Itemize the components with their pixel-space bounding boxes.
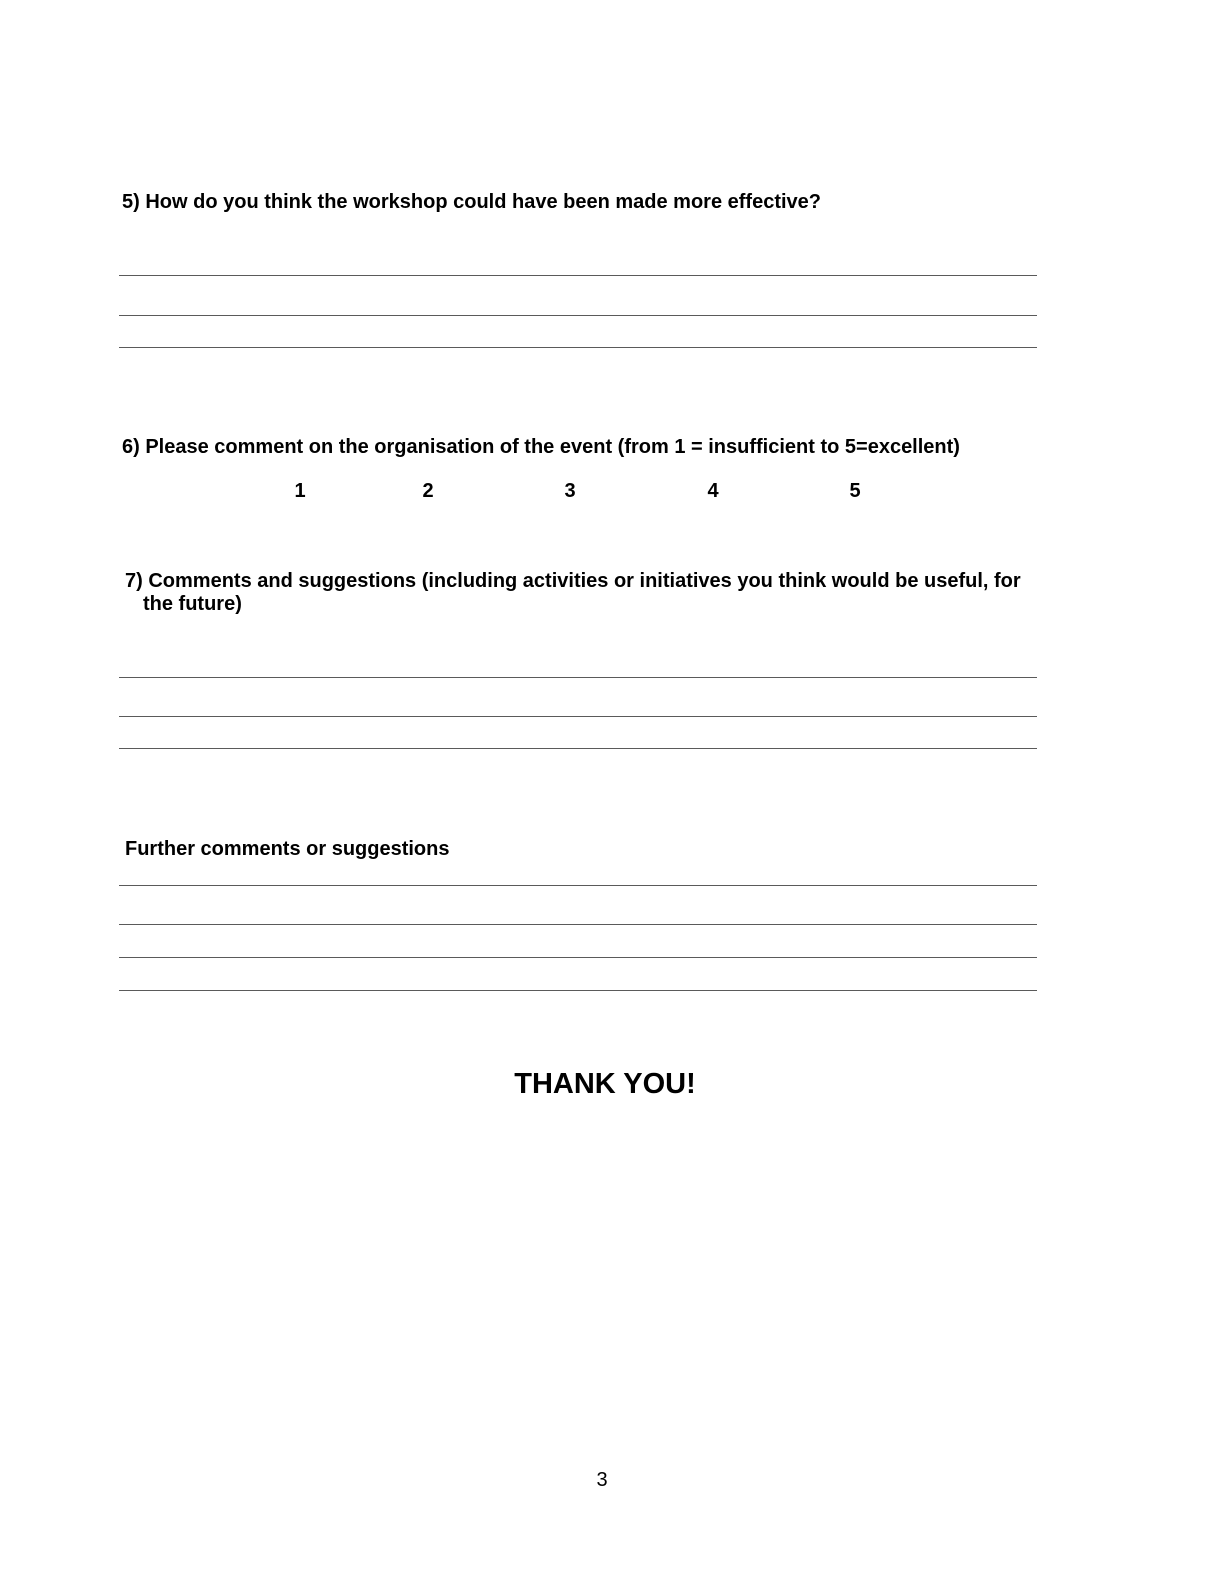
question-5-label: 5) How do you think the workshop could have been made more effective? xyxy=(122,191,822,213)
answer-line-q5-1[interactable] xyxy=(119,275,1037,276)
rating-option-2[interactable]: 2 xyxy=(422,480,434,502)
question-7-line-2: the future) xyxy=(143,593,242,615)
answer-line-q7-3[interactable] xyxy=(119,748,1037,749)
question-7-line-1: 7) Comments and suggestions (including activities or initiatives you think would be useful, for xyxy=(125,570,1021,592)
answer-line-further-3[interactable] xyxy=(119,957,1037,958)
answer-line-q7-2[interactable] xyxy=(119,716,1037,717)
answer-line-further-4[interactable] xyxy=(119,990,1037,991)
answer-line-q5-2[interactable] xyxy=(119,315,1037,316)
rating-option-5[interactable]: 5 xyxy=(849,480,861,502)
question-6-label: 6) Please comment on the organisation of the event (from 1 = insufficient to 5=excellent) xyxy=(122,436,960,458)
rating-option-4[interactable]: 4 xyxy=(707,480,719,502)
page-number: 3 xyxy=(596,1469,608,1491)
answer-line-q7-1[interactable] xyxy=(119,677,1037,678)
rating-option-1[interactable]: 1 xyxy=(294,480,306,502)
answer-line-q5-3[interactable] xyxy=(119,347,1037,348)
further-comments-label: Further comments or suggestions xyxy=(125,838,450,860)
question-7-label xyxy=(125,570,1021,616)
answer-line-further-1[interactable] xyxy=(119,885,1037,886)
thank-you-heading: THANK YOU! xyxy=(514,1068,696,1100)
answer-line-further-2[interactable] xyxy=(119,924,1037,925)
rating-option-3[interactable]: 3 xyxy=(564,480,576,502)
